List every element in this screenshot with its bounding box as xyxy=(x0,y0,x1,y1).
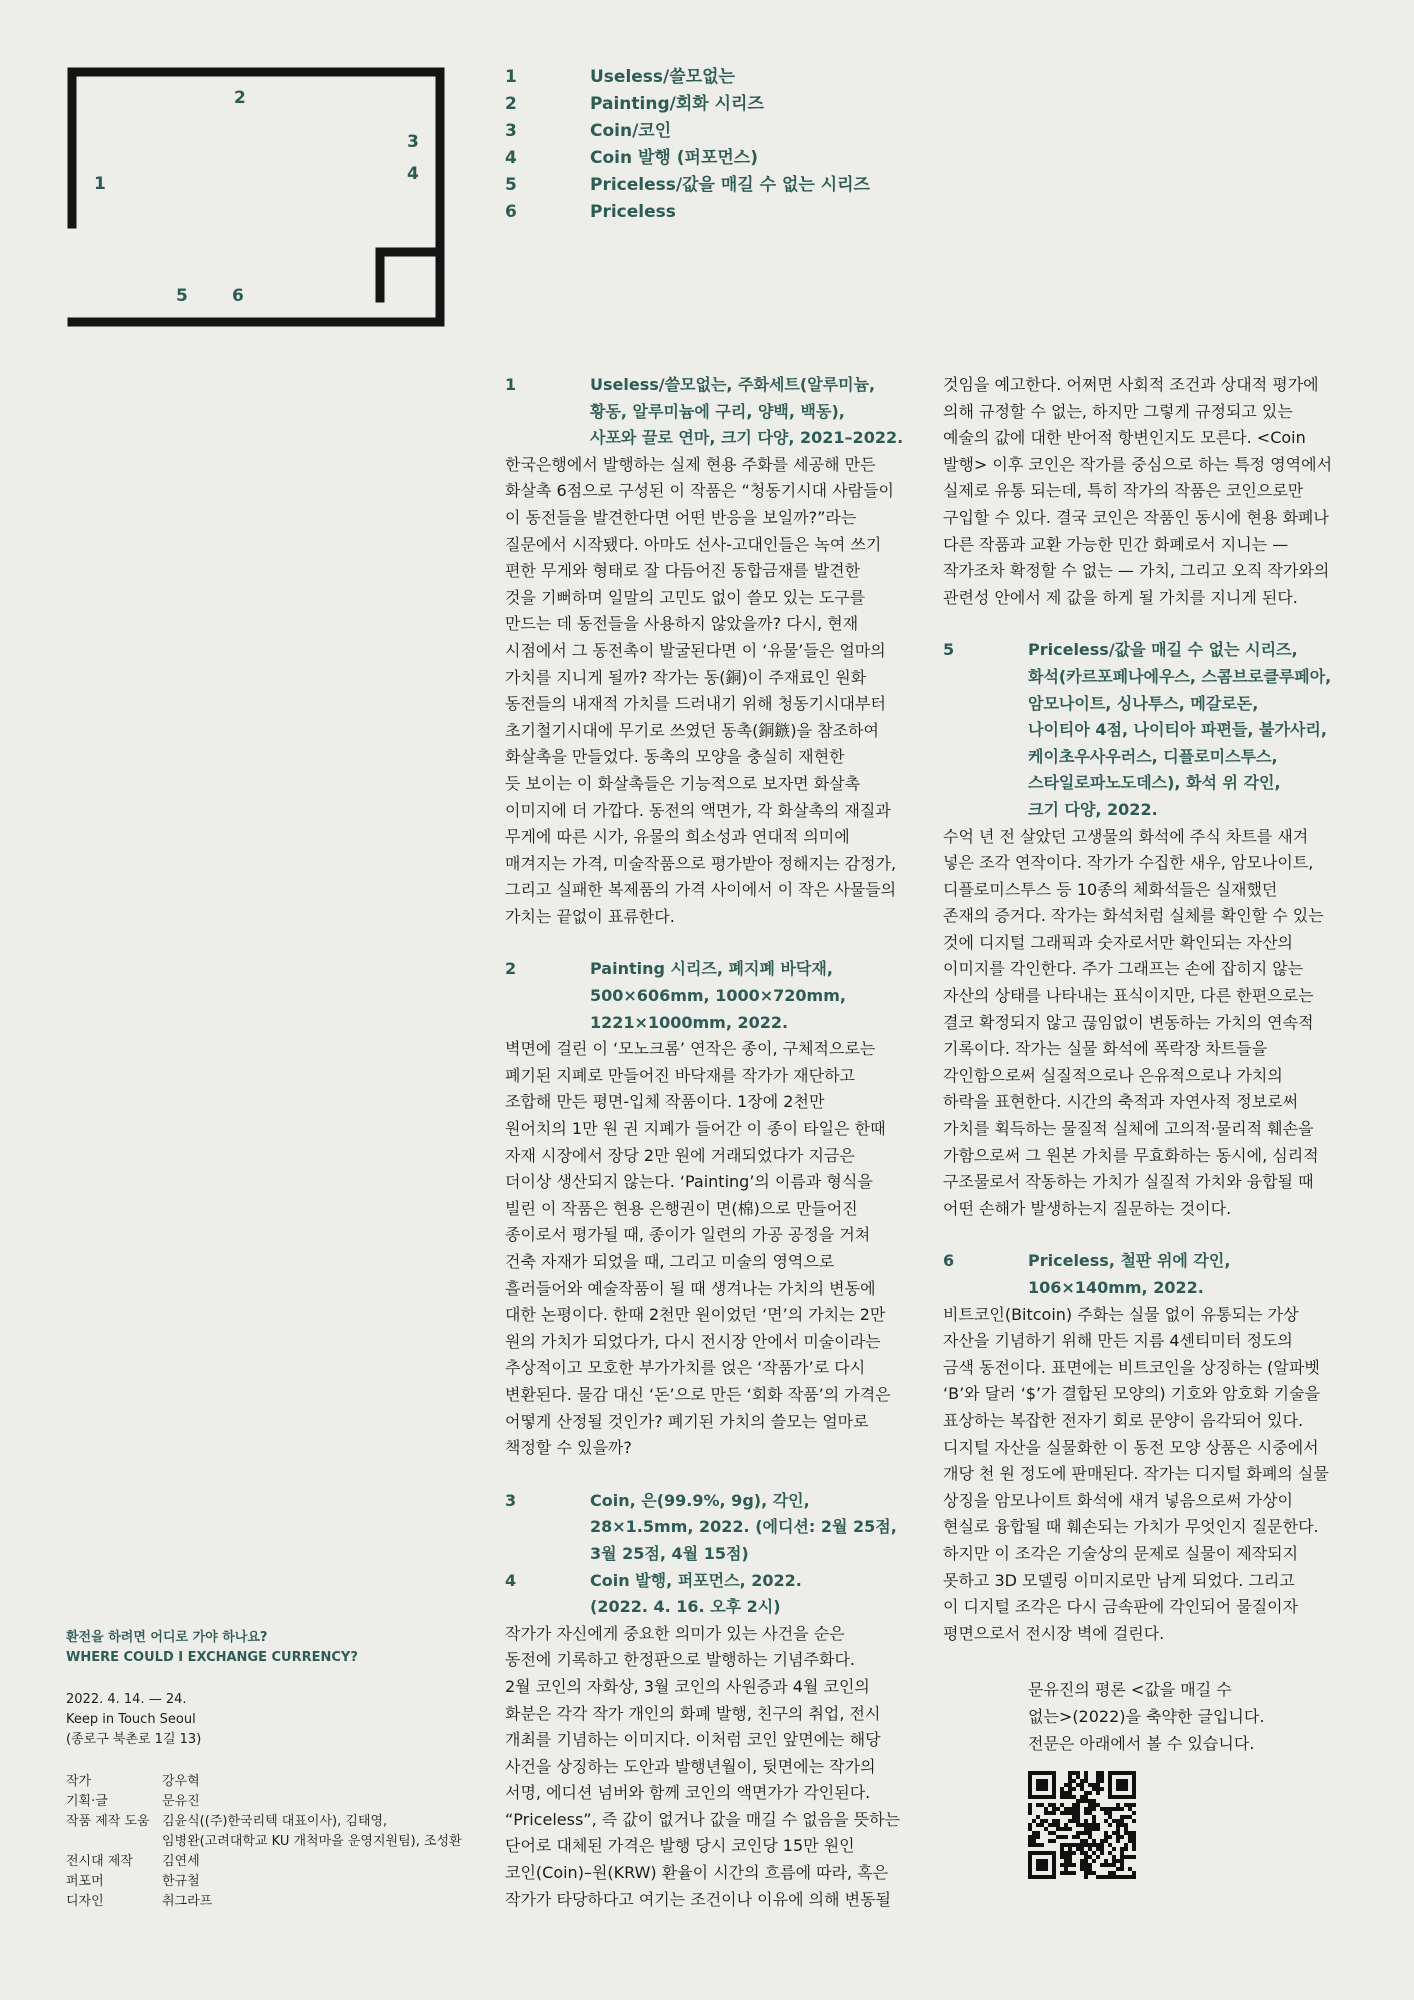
section-body: 수억 년 전 살았던 고생물의 화석에 주식 차트를 새겨 넣은 조각 연작이다. 작가가 수집한 새우, 암모나이트, 디플로미스투스 등 10종의 체화석들은 실재했던 존재의 증거다. 작가는 화석처럼 실체를 확인할 수 있는 것에 디지털 그래픽과 숫자로서만 확인되는 자산의 이미지를 각인한다. 주가 그래프는 손에 잡히지 않는 자산의 상태를 나타내는 표식이지만, 다른 한편으로는 결코 확정되지 않고 끊임없이 변동하는 가치의 연속적 기록이다. 작가는 실물 화석에 폭락장 차트들을 각인함으로써 실질적으로나 은유적으로나 가치의 하락을 표현한다. 시간의 축적과 자연사적 정보로써 가치를 획득하는 물질적 실체에 고의적·물리적 훼손을 가함으로써 그 원본 가치를 무효화하는 동시에, 심리적 구조물로서 작동하는 가치가 실질적 가치와 융합될 때 어떤 손해가 발생하는지 질문하는 것이다. xyxy=(943,826,1324,1218)
plan-label-5: 5 xyxy=(176,286,188,306)
section-title: Painting 시리즈, 폐지폐 바닥재, 500×606mm, 1000×720mm, 1221×1000mm, 2022. xyxy=(590,959,846,1032)
works-index xyxy=(505,64,870,226)
plan-label-6: 6 xyxy=(232,286,244,306)
section-number: 5 xyxy=(943,640,955,660)
qr-code-icon xyxy=(1028,1771,1136,1879)
section-title: Priceless, 철판 위에 각인, 106×140mm, 2022. xyxy=(1028,1251,1231,1297)
section-number: 4 xyxy=(505,1570,517,1590)
floor-plan-walls xyxy=(66,66,446,328)
credit-row: 전시대 제작 김연세 xyxy=(66,1854,200,1869)
section-body: 작가가 자신에게 중요한 의미가 있는 사건을 순은 동전에 기록하고 한정판으로 발행하는 기념주화다. 2월 코인의 자화상, 3월 코인의 사원증과 4월 코인의 화분은 각각 작가 개인의 화폐 발행, 친구의 취업, 전시 개최를 기념하는 이미지다. 이처럼 코인 앞면에는 해당 사건을 상징하는 도안과 발행년월이, 뒷면에는 작가의 서명, 에디션 넘버와 함께 코인의 액면가가 각인된다. “Priceless”, 즉 값이 없거나 값을 매길 수 없음을 뜻하는 단어로 대체된 가격은 발행 당시 코인당 15만 원인 코인(Coin)–원(KRW) 환율이 시간의 흐름에 따라, 혹은 작가가 타당하다고 여기는 조건이나 이유에 의해 변동될 xyxy=(505,1623,901,1909)
exhibition-dates-venue: 2022. 4. 14. — 24. Keep in Touch Seoul (종로구 북촌로 1길 13) xyxy=(66,1692,202,1747)
index-item: 4 Coin 발행 (퍼포먼스) xyxy=(505,148,758,168)
section-body: 벽면에 걸린 이 ‘모노크롬’ 연작은 종이, 구체적으로는 폐기된 지폐로 만들어진 바닥재를 작가가 재단하고 조합해 만든 평면-입체 작품이다. 1장에 2천만 원어치의 1만 원 권 지폐가 들어간 이 종이 타일은 한때 자재 시장에서 장당 2만 원에 거래되었다가 지금은 더이상 생산되지 않는다. ‘Painting’의 이름과 형식을 빌린 이 작품은 현용 은행권이 면(棉)으로 만들어진 종이로서 평가될 때, 종이가 일련의 가공 공정을 거쳐 건축 자재가 되었을 때, 그리고 미술의 영역으로 흘러들어와 예술작품이 될 때 생겨나는 가치의 변동에 대한 논평이다. 한때 2천만 원이었던 ‘면’의 가치는 2만 원의 가치가 되었다가, 다시 전시장 안에서 미술이라는 추상적이고 모호한 부가가치를 얹은 ‘작품가’로 다시 변환된다. 물감 대신 ‘돈’으로 만든 ‘회화 작품’의 가격은 어떻게 산정될 것인가? 폐기된 가치의 쓸모는 얼마로 책정할 수 있을까? xyxy=(505,1039,891,1458)
section-title: Useless/쓸모없는, 주화세트(알루미늄, 황동, 알루미늄에 구리, 양백, 백동), 사포와 끌로 연마, 크기 다양, 2021–2022. xyxy=(590,375,904,448)
section-body: 비트코인(Bitcoin) 주화는 실물 없이 유통되는 가상 자산을 기념하기 위해 만든 지름 4센티미터 정도의 금색 동전이다. 표면에는 비트코인을 상징하는 (알파벳 ‘B’와 달러 ‘$’가 결합된 모양의) 기호와 암호화 기술을 표상하는 복잡한 전자기 회로 문양이 음각되어 있다. 디지털 자산을 실물화한 이 동전 모양 상품은 시중에서 개당 천 원 정도에 판매된다. 작가는 디지털 화폐의 실물 상징을 암모나이트 화석에 새겨 넣음으로써 가상이 현실로 융합될 때 훼손되는 가치가 무엇인지 질문한다. 하지만 이 조각은 기술상의 문제로 실물이 제작되지 못하고 3D 모델링 이미지로만 남게 되었다. 그리고 이 디지털 조각은 다시 금속판에 각인되어 물질이자 평면으로서 전시장 벽에 걸린다. xyxy=(943,1304,1329,1643)
section-4 xyxy=(505,1568,910,1914)
section-1 xyxy=(505,372,910,930)
plan-label-3: 3 xyxy=(407,132,419,152)
abridgement-note: 문유진의 평론 <값을 매길 수 없는>(2022)을 축약한 글입니다. 전문은 아래에서 볼 수 있습니다. xyxy=(1028,1680,1265,1753)
section-title: Coin 발행, 퍼포먼스, 2022. (2022. 4. 16. 오후 2시) xyxy=(590,1570,802,1617)
exhibition-title-en: WHERE COULD I EXCHANGE CURRENCY? xyxy=(66,1650,358,1665)
plan-label-2: 2 xyxy=(234,88,246,108)
section-5 xyxy=(943,637,1348,1222)
section-number: 3 xyxy=(505,1490,517,1510)
credit-row: 기획·글 문유진 xyxy=(66,1794,200,1809)
section-2 xyxy=(505,956,910,1461)
plan-label-1: 1 xyxy=(94,174,106,194)
credit-row: 작가 강우혁 xyxy=(66,1774,200,1789)
credits xyxy=(66,1772,486,1912)
section-number: 6 xyxy=(943,1251,955,1271)
index-item: 5 Priceless/값을 매길 수 없는 시리즈 xyxy=(505,175,870,195)
index-item: 2 Painting/회화 시리즈 xyxy=(505,94,764,114)
text-column-1 xyxy=(505,372,910,1939)
credit-row: 작품 제작 도움 김윤식((주)한국리텍 대표이사), 김태영, 임병완(고려대학교 KU 개척마을 운영지원팀), 조성환 xyxy=(66,1814,462,1849)
credit-row: 퍼포머 한규철 xyxy=(66,1874,200,1889)
section-4-continuation: 것임을 예고한다. 어쩌면 사회적 조건과 상대적 평가에 의해 규정할 수 없는, 하지만 그렇게 규정되고 있는 예술의 값에 대한 반어적 항변인지도 모른다. <Coin 발행> 이후 코인은 작가를 중심으로 하는 특정 영역에서 실제로 유통 되는데, 특히 작가의 작품은 코인으로만 구입할 수 있다. 결국 코인은 작품인 동시에 현용 화폐나 다른 작품과 교환 가능한 민간 화폐로서 지니는 — 작가조차 확정할 수 없는 — 가치, 그리고 오직 작가와의 관련성 안에서 제 값을 하게 될 가치를 지니게 된다. xyxy=(943,375,1333,607)
section-6 xyxy=(943,1248,1348,1647)
floor-plan xyxy=(66,66,446,328)
exhibition-info xyxy=(66,1628,486,1912)
exhibition-title-ko: 환전을 하려면 어디로 가야 하나요? xyxy=(66,1630,268,1645)
text-column-2 xyxy=(943,372,1348,1879)
section-title: Priceless/값을 매길 수 없는 시리즈, 화석(카르포페나에우스, 스콤브로클루페아, 암모나이트, 싱나투스, 메갈로돈, 나이티아 4점, 나이티아 파편들, 불가사리, 케이초우사우러스, 디플로미스투스, 스타일로파노도데스), 화석 위 각인, 크기 다양, 2022. xyxy=(1028,640,1332,819)
index-item: 1 Useless/쓸모없는 xyxy=(505,67,735,87)
plan-label-4: 4 xyxy=(407,164,419,184)
qr-code[interactable] xyxy=(1028,1771,1136,1879)
section-body: 한국은행에서 발행하는 실제 현용 주화를 세공해 만든 화살촉 6점으로 구성된 이 작품은 “청동기시대 사람들이 이 동전들을 발견한다면 어떤 반응을 보일까?”라는 질문에서 시작됐다. 아마도 선사-고대인들은 녹여 쓰기 편한 무게와 형태로 잘 다듬어진 동합금재를 발견한 것을 기뻐하며 일말의 고민도 없이 쓸모 있는 도구를 만드는 데 동전들을 사용하지 않았을까? 다시, 현재 시점에서 그 동전촉이 발굴된다면 이 ‘유물’들은 얼마의 가치를 지니게 될까? 작가는 동(銅)이 주재료인 원화 동전들의 내재적 가치를 드러내기 위해 청동기시대부터 초기철기시대에 무기로 쓰였던 동촉(銅鏃)을 참조하여 화살촉을 만들었다. 동촉의 모양을 충실히 재현한 듯 보이는 이 화살촉들은 기능적으로 보자면 화살촉 이미지에 더 가깝다. 동전의 액면가, 각 화살촉의 재질과 무게에 따른 시가, 유물의 희소성과 연대적 의미에 매겨지는 가격, 미술작품으로 평가받아 정해지는 감정가, 그리고 실패한 복제품의 가격 사이에서 이 작은 사물들의 가치는 끝없이 표류한다. xyxy=(505,454,897,926)
section-number: 1 xyxy=(505,375,517,394)
credit-row: 디자인 취그라프 xyxy=(66,1894,213,1909)
section-3 xyxy=(505,1488,910,1568)
index-item: 6 Priceless xyxy=(505,202,676,222)
section-number: 2 xyxy=(505,959,517,979)
index-item: 3 Coin/코인 xyxy=(505,121,672,141)
section-title: Coin, 은(99.9%, 9g), 각인, 28×1.5mm, 2022. (에디션: 2월 25점, 3월 25점, 4월 15점) xyxy=(590,1490,897,1563)
